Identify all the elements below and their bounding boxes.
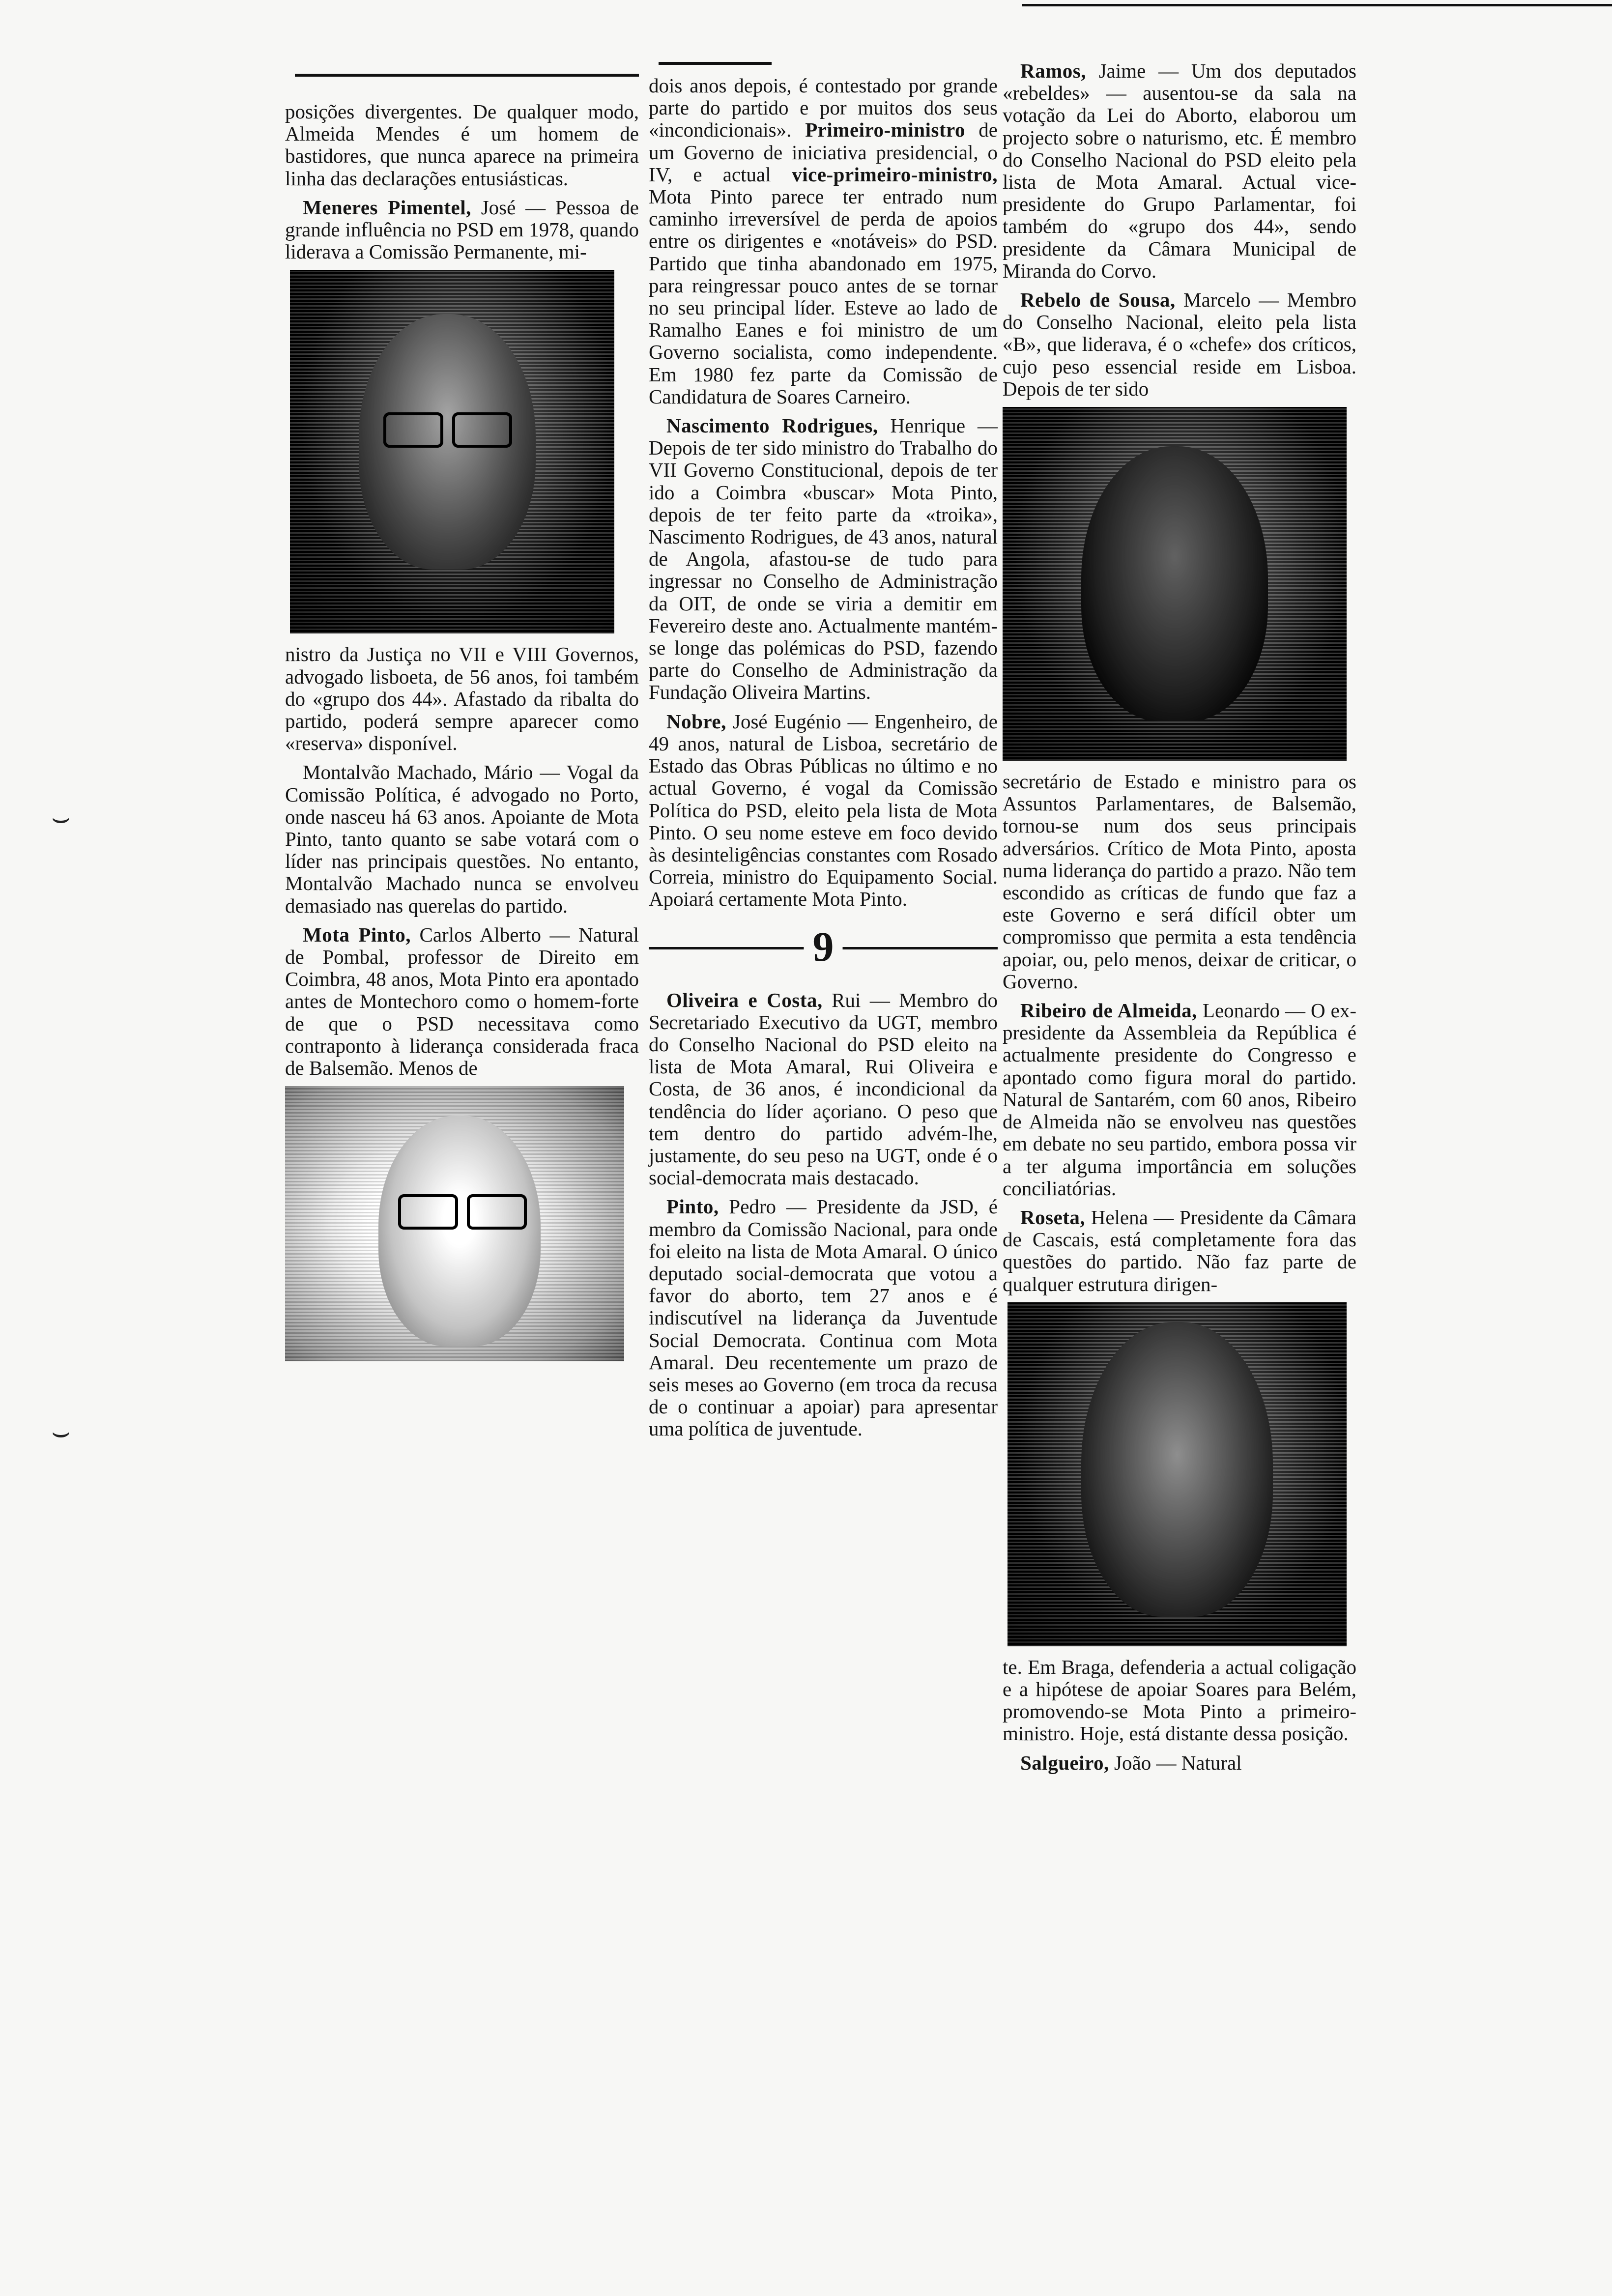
article-text: nistro da Justiça no VII e VIII Governos, advogado lisboeta, de 56 anos, foi também do «grupo dos 44». Afastado da ribalta do partido, poderá sempre aparecer como «reserva» disponível. <box>285 643 639 755</box>
entry-montalvao-machado <box>285 761 639 917</box>
portrait-photo-meneres-pimentel <box>290 270 614 633</box>
entry-oliveira-e-costa <box>649 989 998 1189</box>
entry-text: Carlos Alberto — Natural de Pombal, professor de Direito em Coimbra, 48 anos, Mota Pinto era apontado antes de Montechoro como o homem-forte de que o PSD necessitava como contraponto à liderança considerada fraca de Balsemão. Menos de <box>285 923 639 1080</box>
entry-rebelo-de-sousa <box>1003 289 1356 400</box>
entry-text: Jaime — Um dos deputados «rebeldes» — ausentou-se da sala na votação da Lei do Aborto, elaborou um projecto sobre o naturismo, etc. É membro do Conselho Nacional do PSD eleito pela lista de Mota Amaral. Actual vice-presidente do Grupo Parlamentar, foi também do «grupo dos 44», sendo presidente da Câmara Municipal de Miranda do Corvo. <box>1003 59 1356 282</box>
entry-name: Ribeiro de Almeida, <box>1020 999 1197 1022</box>
entry-text: José Eugénio — Engenheiro, de 49 anos, natural de Lisboa, secretário de Estado das Obras Públicas no último e no actual Governo, é vogal da Comissão Política do PSD, eleito pela lista de Mota Pinto. O seu nome esteve em foco devido às desinteligências constantes com Rosado Correia, ministro do Equipamento Social. Apoiará certamente Mota Pinto. <box>649 710 998 911</box>
entry-name: Nobre, <box>666 710 726 733</box>
article-text: secretário de Estado e ministro para os Assuntos Parlamentares, de Balsemão, tornou-se num dos seus principais adversários. Crítico de Mota Pinto, aposta numa liderança do partido a prazo. Não tem escondido as críticas de fundo que faz a este Governo e será difícil obter um compromisso que permita a esta tendência apoiar, ou, pelo menos, deixar de criticar, o Governo. <box>1003 770 1356 993</box>
entry-name: Roseta, <box>1020 1205 1086 1229</box>
entry-mota-pinto-continued: dois anos depois, é contestado por grande parte do partido e por muitos dos seus «incondicionais». Primeiro-ministro de um Governo de iniciativa presidencial, o IV, e actual vice-primeiro-ministro, Mota Pinto parece ter entrado num caminho irreversível de perda de apoios entre os dirigentes e «notáveis» do PSD. Partido que tinha abandonado em 1975, para reingressar pouco antes de se tornar no seu principal líder. Esteve ao lado de Ramalho Eanes e foi ministro de um Governo socialista, como independente. Em 1980 fez parte da Comissão de Candidatura de Soares Carneiro. <box>649 74 998 408</box>
entry-text: Marcelo — Membro do Conselho Nacional, eleito pela lista «B», que liderava, é o «chefe» dos críticos, cujo peso essencial reside em Lisboa. Depois de ter sido <box>1003 288 1356 400</box>
entry-name: Mota Pinto, <box>303 923 411 946</box>
portrait-photo-rebelo-de-sousa <box>1003 407 1347 761</box>
entry-name: Oliveira e Costa, <box>666 988 823 1011</box>
article-text: posições divergentes. De qualquer modo, Almeida Mendes é um homem de bastidores, que nunca aparece na primeira linha das declarações entusiásticas. <box>285 100 639 190</box>
entry-pinto-pedro <box>649 1196 998 1440</box>
fold-mark-lower: ⌣ <box>51 1416 71 1448</box>
entry-nobre <box>649 711 998 911</box>
entry-name: Ramos, <box>1020 59 1086 82</box>
entry-text: Rui — Membro do Secretariado Executivo da UGT, membro do Conselho Nacional do PSD eleito na lista de Mota Amaral, Rui Oliveira e Costa, de 36 anos, é incondicional da tendência do líder açoriano. O peso que tem dentro do partido advém-lhe, justamente, do seu peso na UGT, onde é o social-democrata mais destacado. <box>649 988 998 1189</box>
entry-text: Pedro — Presidente da JSD, é membro da Comissão Nacional, para onde foi eleito na lista de Mota Amaral. O único deputado social-democrata que votou a favor do aborto, tem 27 anos e é indiscutível na liderança da Juventude Social Democrata. Continua com Mota Amaral. Deu recentemente um prazo de seis meses ao Governo (em troca da recusa de o continuar a apoiar) para apresentar uma política de juventude. <box>649 1195 998 1440</box>
column2-top-rule <box>659 62 772 65</box>
entry-text: José — Pessoa de grande influência no PSD em 1978, quando liderava a Comissão Permanente, mi- <box>285 196 639 263</box>
section-divider <box>649 922 998 970</box>
entry-text: João — Natural <box>1109 1751 1242 1774</box>
article-text: te. Em Braga, defenderia a actual coligação e a hipótese de apoiar Soares para Belém, promovendo-se Mota Pinto a primeiro-ministro. Hoje, está distante dessa posição. <box>1003 1655 1356 1745</box>
entry-ribeiro-de-almeida <box>1003 1000 1356 1200</box>
entry-name: Nascimento Rodrigues, <box>666 414 878 437</box>
entry-mota-pinto <box>285 924 639 1079</box>
entry-name: Rebelo de Sousa, <box>1020 288 1176 312</box>
portrait-photo-roseta <box>1008 1302 1347 1646</box>
entry-name: Pinto, <box>666 1195 719 1218</box>
entry-ramos <box>1003 60 1356 282</box>
column-1 <box>285 101 639 1371</box>
section-glyph: 9 <box>804 925 843 968</box>
entry-text: Henrique — Depois de ter sido ministro do Trabalho do VII Governo Constitucional, depois de ter ido a Coimbra «buscar» Mota Pinto, depois de ter feito parte da «troika», Nascimento Rodrigues, de 43 anos, natural de Angola, afastou-se de tudo para ingressar no Conselho de Administração da OIT, de onde se viria a demitir em Fevereiro deste ano. Actualmente mantém-se longe das polémicas do PSD, fazendo parte do Conselho de Administração da Fundação Oliveira Martins. <box>649 414 998 704</box>
entry-salgueiro <box>1003 1752 1356 1774</box>
entry-text: Helena — Presidente da Câmara de Cascais, está completamente fora das questões do partido. Não faz parte de qualquer estrutura dirigen- <box>1003 1205 1356 1295</box>
entry-nascimento-rodrigues <box>649 415 998 704</box>
entry-text: Mário — Vogal da Comissão Política, é advogado no Porto, onde nasceu há 63 anos. Apoiante de Mota Pinto, tanto quanto se sabe votará com o líder nas principais questões. No entanto, Montalvão Machado nunca se envolveu demasiado nas querelas do partido. <box>285 761 639 917</box>
entry-name: Salgueiro, <box>1020 1751 1109 1774</box>
entry-meneres-pimentel <box>285 197 639 263</box>
entry-name: Meneres Pimentel, <box>303 196 471 219</box>
portrait-photo-mota-pinto <box>285 1086 624 1361</box>
entry-name: Montalvão Machado, <box>303 761 477 784</box>
top-rule <box>1022 4 1612 6</box>
column-3 <box>1003 60 1356 1781</box>
column-2 <box>649 75 998 1447</box>
entry-text: Leonardo — O ex-presidente da Assembleia da República é actualmente presidente do Congresso e apontado como figura moral do partido. Natural de Santarém, com 60 anos, Ribeiro de Almeida não se envolveu nas questões em debate no seu partido, embora possa vir a ter alguma importância em soluções conciliatórias. <box>1003 999 1356 1200</box>
column1-top-rule <box>295 74 639 77</box>
entry-roseta <box>1003 1206 1356 1295</box>
fold-mark-upper: ⌣ <box>51 802 71 834</box>
